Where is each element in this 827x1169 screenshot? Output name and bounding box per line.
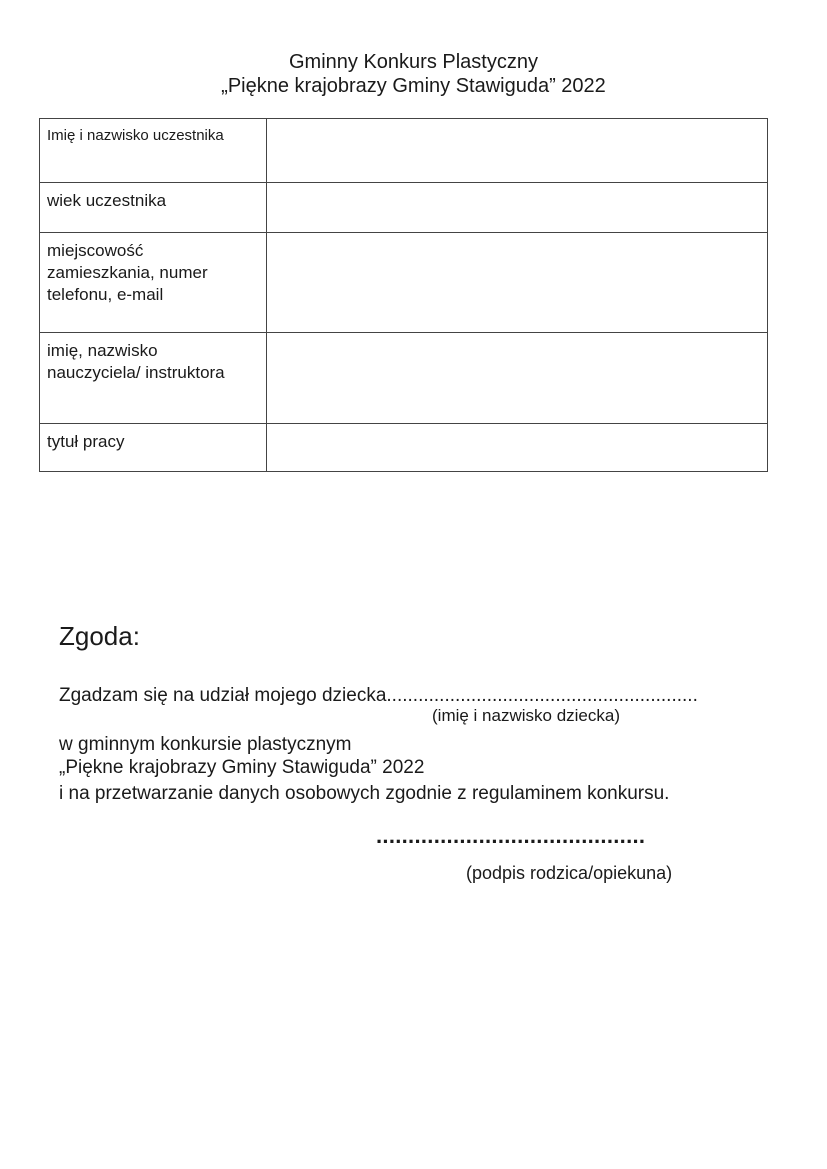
teacher-name-label-line: nauczyciela/ instruktora [47, 363, 225, 382]
participant-form-table [39, 118, 768, 472]
table-row [40, 233, 768, 333]
table-row [40, 119, 768, 183]
consent-contest-line: w gminnym konkursie plastycznym [59, 734, 352, 755]
artwork-title-label: tytuł pracy [40, 424, 267, 472]
consent-data-processing-line: i na przetwarzanie danych osobowych zgodnie z regulaminem konkursu. [59, 783, 670, 804]
form-title-line1: Gminny Konkurs Plastyczny [289, 51, 538, 73]
consent-contest-name: „Piękne krajobrazy Gminy Stawiguda” 2022 [59, 757, 425, 778]
artwork-title-field[interactable] [266, 424, 767, 472]
form-title-line2: „Piękne krajobrazy Gminy Stawiguda” 2022 [221, 75, 606, 97]
address-contact-label-line: miejscowość [47, 241, 144, 260]
consent-heading: Zgoda: [59, 621, 140, 651]
table-row [40, 424, 768, 472]
teacher-name-label-line: imię, nazwisko [47, 341, 158, 360]
child-name-caption: (imię i nazwisko dziecka) [432, 706, 620, 725]
address-contact-field[interactable] [266, 233, 767, 333]
participant-name-field[interactable] [266, 119, 767, 183]
table-row [40, 333, 768, 424]
table-row [40, 183, 768, 233]
participant-age-label: wiek uczestnika [40, 183, 267, 233]
address-contact-label-line: zamieszkania, numer [47, 263, 208, 282]
signature-caption: (podpis rodzica/opiekuna) [466, 863, 673, 883]
signature-line: .......................................... [376, 823, 646, 848]
address-contact-label-line: telefonu, e-mail [47, 285, 164, 304]
teacher-name-field[interactable] [266, 333, 767, 424]
consent-statement-line: Zgadzam się na udział mojego dziecka........................................................... [59, 685, 698, 706]
address-contact-label [40, 233, 267, 333]
participant-age-field[interactable] [266, 183, 767, 233]
participant-name-label: Imię i nazwisko uczestnika [40, 119, 267, 183]
teacher-name-label [40, 333, 267, 424]
